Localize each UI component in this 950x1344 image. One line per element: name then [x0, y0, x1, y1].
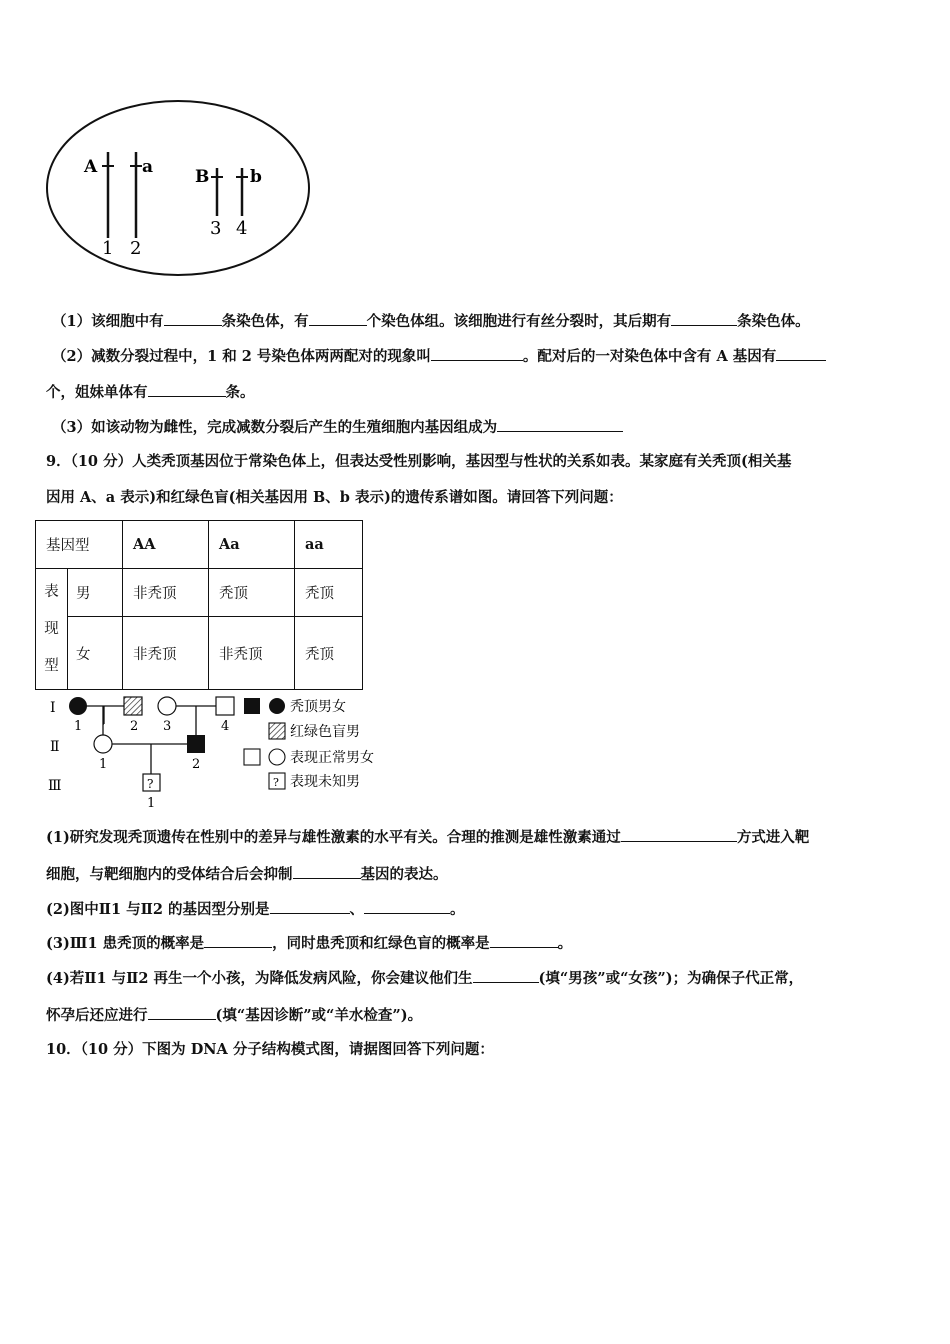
- table-header-genotype: 基因型: [36, 521, 123, 569]
- gene-label-b: b: [250, 167, 262, 187]
- answer-blank[interactable]: [621, 827, 737, 842]
- q8-part2: （2）减数分裂过程中，1 和 2 号染色体两两配对的现象叫 。配对后的一对染色体中含有 A 基因有: [52, 346, 826, 367]
- svg-text:1: 1: [147, 796, 156, 811]
- chromosome-number-3: 3: [210, 218, 222, 239]
- q8-part1: （1）该细胞中有 条染色体，有 个染色体组。该细胞进行有丝分裂时，其后期有 条染色体。: [52, 313, 810, 330]
- chromosome-number-4: 4: [236, 218, 248, 239]
- legend-normal-male-icon: [244, 749, 260, 765]
- answer-blank[interactable]: [148, 1005, 216, 1020]
- II1-normal-female: [94, 735, 112, 753]
- gene-label-A: A: [84, 157, 98, 177]
- legend-normal: 表现正常男女: [290, 750, 374, 766]
- legend-colorblind: 红绿色盲男: [290, 724, 360, 740]
- table-header-Aa: Aa: [209, 521, 295, 569]
- svg-text:2: 2: [130, 719, 139, 734]
- legend-bald-male-icon: [244, 698, 260, 714]
- answer-blank[interactable]: [148, 382, 226, 397]
- I4-normal-male: [216, 697, 234, 715]
- cell-chromosome-diagram: [44, 98, 314, 280]
- svg-text:?: ?: [273, 776, 279, 789]
- generation-III: Ⅲ: [48, 778, 62, 794]
- q9-sub2: (2)图中Ⅱ1 与Ⅱ2 的基因型分别是 、 。: [46, 901, 465, 918]
- q9-sub1-cont: 细胞，与靶细胞内的受体结合后会抑制 基因的表达。: [46, 866, 448, 883]
- I1-bald-female: [69, 697, 87, 715]
- table-cell: 非秃顶: [123, 569, 209, 617]
- answer-blank[interactable]: [671, 311, 737, 326]
- svg-text:?: ?: [147, 777, 154, 791]
- answer-blank[interactable]: [270, 899, 350, 914]
- cell-outline: [47, 101, 309, 275]
- q9-intro-line2: 因用 A、a 表示)和红绿色盲(相关基因用 B、b 表示)的遗传系谱如图。请回答下列问题：: [46, 489, 623, 506]
- legend-unknown: 表现未知男: [290, 774, 360, 790]
- legend-colorblind-icon: [269, 723, 285, 739]
- answer-blank[interactable]: [293, 864, 361, 879]
- gene-label-B: B: [195, 167, 210, 187]
- svg-text:1: 1: [99, 757, 108, 772]
- table-cell: 秃顶: [209, 569, 295, 617]
- answer-blank[interactable]: [776, 346, 826, 361]
- q8-part2-cont: 个，姐妹单体有 条。: [46, 384, 255, 401]
- answer-blank[interactable]: [473, 968, 539, 983]
- table-header-AA: AA: [123, 521, 209, 569]
- table-cell: 秃顶: [295, 617, 363, 690]
- q9-sub4: (4)若Ⅱ1 与Ⅱ2 再生一个小孩，为降低发病风险，你会建议他们生 (填“男孩”或“女孩”)；为确保子代正常，: [46, 970, 804, 987]
- table-cell: 非秃顶: [209, 617, 295, 690]
- chromosome-number-2: 2: [130, 238, 142, 259]
- svg-text:4: 4: [221, 719, 230, 734]
- chromosome-number-1: 1: [102, 238, 114, 259]
- answer-blank[interactable]: [204, 933, 272, 948]
- legend-normal-female-icon: [269, 749, 285, 765]
- table-cell: 非秃顶: [123, 617, 209, 690]
- generation-I: Ⅰ: [50, 700, 56, 716]
- svg-text:1: 1: [74, 719, 83, 734]
- I2-colorblind-male: [124, 697, 142, 715]
- legend-bald-female-icon: [269, 698, 285, 714]
- pedigree-chart: [40, 692, 400, 812]
- table-cell: 秃顶: [295, 569, 363, 617]
- q8-part3: （3）如该动物为雌性，完成减数分裂后产生的生殖细胞内基因组成为: [52, 417, 623, 438]
- q9-intro-line1: 9．（10 分）人类秃顶基因位于常染色体上，但表达受性别影响，基因型与性状的关系如表。某家庭有关秃顶(相关基: [46, 453, 792, 470]
- svg-text:2: 2: [192, 757, 201, 772]
- II2-bald-male: [187, 735, 205, 753]
- I3-normal-female: [158, 697, 176, 715]
- table-header-aa: aa: [295, 521, 363, 569]
- gene-label-a: a: [142, 157, 154, 177]
- row-sex-male: 男: [67, 569, 122, 617]
- genotype-phenotype-table: [35, 520, 363, 690]
- svg-text:3: 3: [163, 719, 172, 734]
- legend-bald: 秃顶男女: [290, 699, 346, 715]
- q9-sub1: (1)研究发现秃顶遗传在性别中的差异与雄性激素的水平有关。合理的推测是雄性激素通过 方式进入靶: [46, 829, 810, 846]
- q9-sub3: (3)Ⅲ1 患秃顶的概率是 ，同时患秃顶和红绿色盲的概率是 。: [46, 935, 573, 952]
- phenotype-label: 表 现 型: [36, 569, 68, 690]
- answer-blank[interactable]: [364, 899, 450, 914]
- q10-intro: 10．（10 分）下图为 DNA 分子结构模式图，请据图回答下列问题：: [46, 1041, 494, 1058]
- q9-sub4-cont: 怀孕后还应进行 (填“基因诊断”或“羊水检查”)。: [46, 1007, 423, 1024]
- answer-blank[interactable]: [164, 311, 222, 326]
- answer-blank[interactable]: [490, 933, 558, 948]
- row-sex-female: 女: [67, 617, 122, 690]
- generation-II: Ⅱ: [50, 739, 60, 755]
- answer-blank[interactable]: [309, 311, 367, 326]
- answer-blank[interactable]: [497, 417, 623, 432]
- answer-blank[interactable]: [431, 346, 523, 361]
